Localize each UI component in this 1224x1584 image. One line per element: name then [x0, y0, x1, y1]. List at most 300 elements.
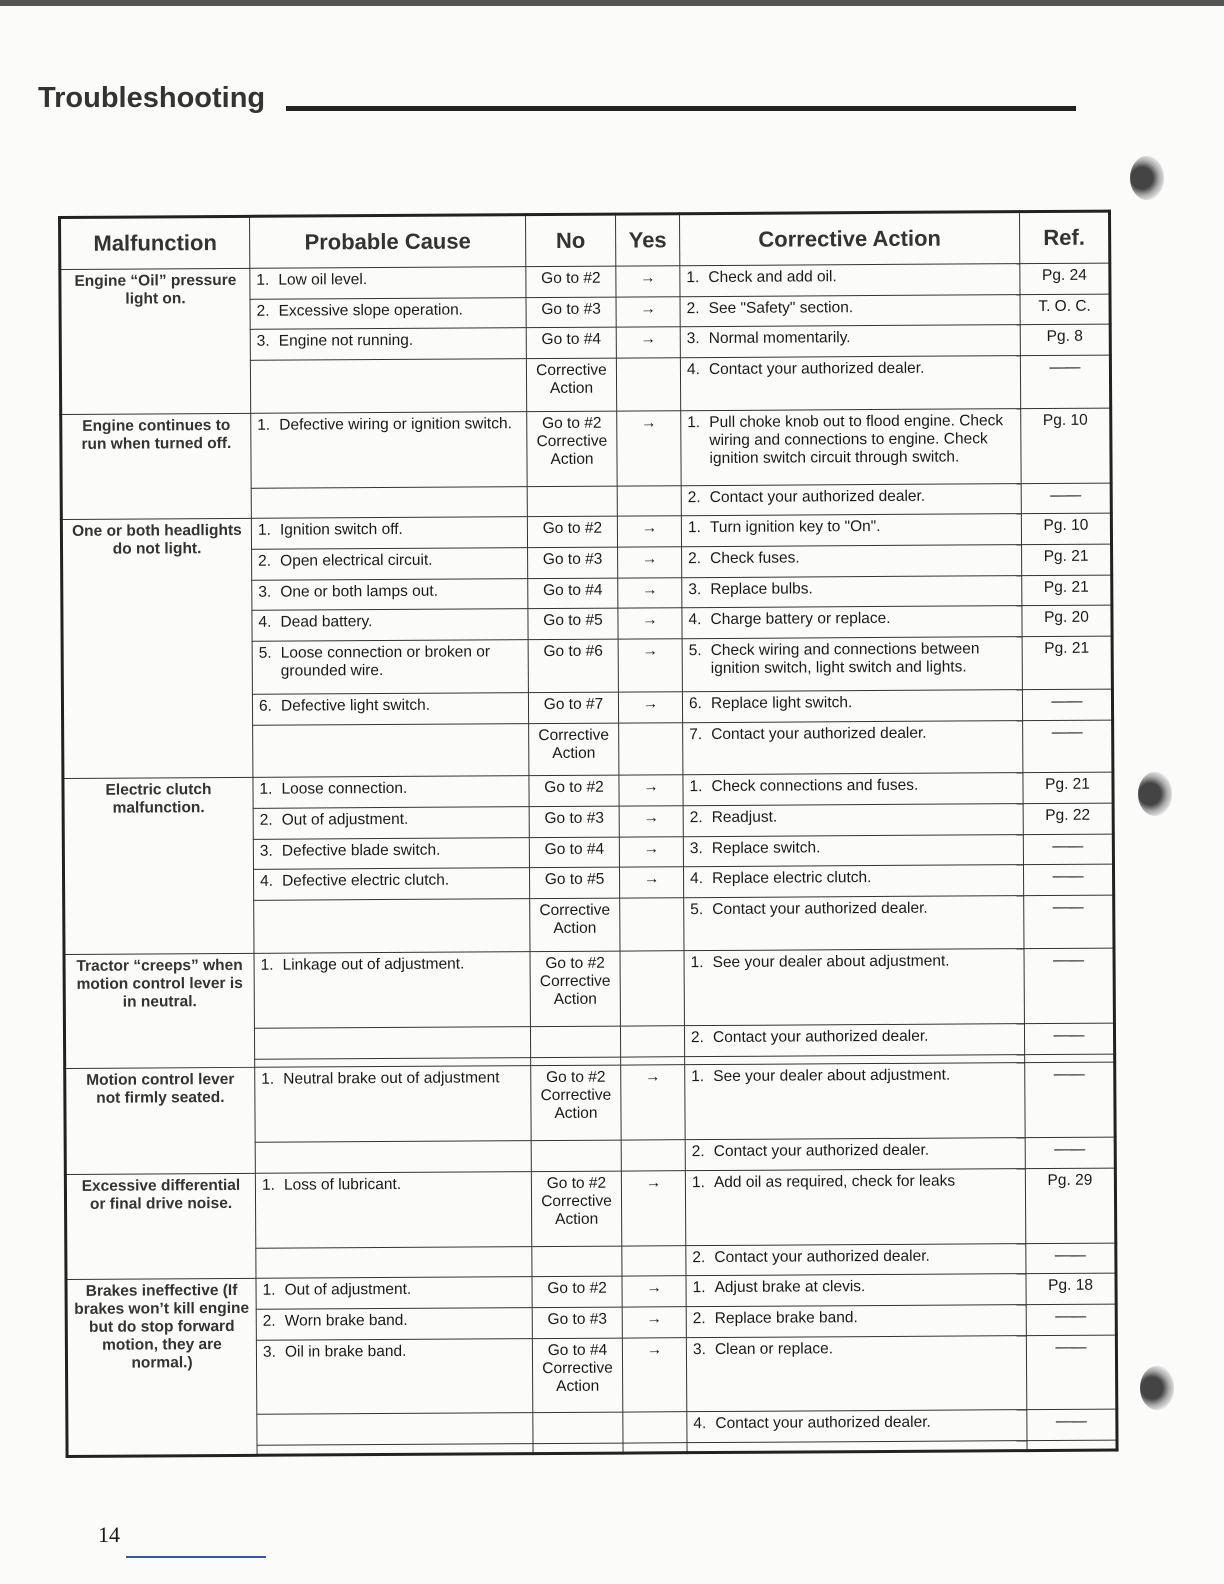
cause-text: Low oil level. — [278, 271, 368, 289]
reference-cell: Pg. 8 — [1020, 324, 1110, 355]
probable-cause — [257, 415, 520, 435]
no-branch-cell: Go to #5 — [529, 868, 619, 899]
action-text: Replace switch. — [711, 839, 821, 857]
binder-hole — [1138, 772, 1172, 816]
probable-cause-cell — [251, 517, 527, 549]
cause-number: 3. — [256, 333, 270, 351]
reference-cell: Pg. 10 — [1021, 513, 1111, 544]
corrective-action-cell — [681, 483, 1021, 516]
action-text: Contact your authorized dealer. — [711, 724, 927, 743]
corrective-action — [687, 329, 1014, 349]
action-number: 3. — [688, 580, 702, 598]
reference-cell: —— — [1026, 1304, 1116, 1335]
probable-cause — [260, 902, 523, 904]
action-text: Replace bulbs. — [710, 580, 813, 598]
no-branch-cell — [533, 1413, 623, 1444]
action-number: 2. — [691, 1143, 705, 1161]
probable-cause-cell — [252, 548, 528, 580]
action-number: 1. — [689, 778, 703, 796]
no-branch-cell: Corrective Action — [530, 898, 620, 951]
corrective-action-cell — [686, 1274, 1026, 1307]
probable-cause-cell — [254, 899, 530, 953]
cause-text: Worn brake band. — [284, 1311, 408, 1330]
cause-text: Linkage out of adjustment. — [282, 955, 465, 974]
corrective-action — [687, 412, 1014, 468]
cause-number: 6. — [258, 697, 272, 715]
corrective-action-cell — [683, 865, 1023, 898]
probable-cause — [262, 1144, 525, 1146]
corrective-action — [690, 838, 1017, 858]
cause-text: Defective wiring or ignition switch. — [279, 415, 512, 434]
yes-arrow-icon — [619, 722, 683, 775]
corrective-action — [689, 693, 1016, 713]
probable-cause — [261, 955, 524, 975]
cause-number: 1. — [259, 781, 273, 799]
cause-number: 1. — [261, 1070, 275, 1088]
action-text: Charge battery or replace. — [710, 610, 891, 629]
probable-cause — [256, 270, 519, 290]
action-text: Normal momentarily. — [708, 329, 851, 348]
header-no: No — [526, 214, 616, 267]
cause-number: 2. — [262, 1312, 276, 1330]
yes-arrow-icon — [616, 358, 680, 411]
corrective-action-cell — [684, 896, 1024, 951]
table-header-row — [60, 211, 1110, 269]
yes-arrow-icon: → — [619, 867, 683, 898]
cause-text: Defective electric clutch. — [282, 872, 450, 891]
corrective-action-cell — [682, 637, 1022, 692]
no-branch-cell: Go to #5 — [528, 609, 618, 640]
probable-cause — [261, 1069, 524, 1089]
malfunction-cell: Brakes ineffective (If brakes won’t kill engine but do stop forward motion, they are normal.) — [66, 1279, 257, 1457]
cause-number: 3. — [258, 583, 272, 601]
cause-number: 1. — [256, 271, 270, 289]
header-ref: Ref. — [1019, 211, 1109, 264]
cause-number: 1. — [261, 1176, 275, 1194]
reference-cell: —— — [1021, 483, 1111, 514]
no-branch-cell: Go to #2 Corrective Action — [531, 1065, 621, 1140]
cause-number: 3. — [262, 1343, 276, 1361]
probable-cause-cell — [256, 1246, 532, 1278]
no-branch-cell — [532, 1246, 622, 1277]
action-number: 2. — [689, 809, 703, 827]
no-branch-cell — [527, 486, 617, 517]
probable-cause — [259, 780, 522, 800]
no-branch-cell: Go to #4 — [528, 578, 618, 609]
probable-cause — [259, 727, 522, 729]
cause-text: Engine not running. — [278, 332, 414, 351]
no-branch-cell: Go to #2 — [526, 266, 616, 297]
reference-cell: Pg. 18 — [1026, 1273, 1116, 1304]
action-text: Check wiring and connections between ignition switch, light switch and lights. — [710, 640, 980, 678]
yes-arrow-icon: → — [617, 516, 681, 547]
page-title: Troubleshooting — [38, 82, 266, 114]
corrective-action — [686, 267, 1013, 287]
cause-number: 2. — [259, 811, 273, 829]
corrective-action — [691, 1066, 1018, 1086]
probable-cause-cell — [253, 776, 529, 808]
no-branch-cell: Go to #2 Corrective Action — [527, 411, 617, 486]
probable-cause-cell — [256, 1338, 532, 1415]
corrective-action — [692, 1247, 1019, 1267]
cause-number: 4. — [258, 614, 272, 632]
malfunction-cell: One or both headlights do not light. — [61, 519, 253, 779]
header-corrective-action: Corrective Action — [679, 212, 1019, 266]
action-number: 4. — [688, 611, 702, 629]
action-number: 7. — [689, 725, 703, 743]
probable-cause — [258, 613, 521, 633]
probable-cause-cell — [255, 1171, 531, 1248]
cause-number: 1. — [260, 956, 274, 974]
action-number: 4. — [690, 870, 704, 888]
probable-cause — [257, 301, 520, 321]
corrective-action — [691, 1058, 1018, 1060]
action-number: 1. — [691, 1068, 705, 1086]
action-number: 1. — [687, 413, 701, 432]
binder-hole — [1140, 1366, 1174, 1410]
yes-arrow-icon — [620, 1026, 684, 1057]
reference-cell: Pg. 29 — [1025, 1168, 1115, 1243]
action-text: Add oil as required, check for leaks — [713, 1172, 956, 1191]
cause-number: 2. — [256, 302, 270, 320]
corrective-action-cell — [682, 545, 1022, 578]
probable-cause — [263, 1342, 526, 1362]
reference-cell: Pg. 21 — [1022, 575, 1112, 606]
table-row — [65, 1062, 1115, 1143]
probable-cause — [258, 582, 521, 602]
no-branch-cell: Go to #7 — [528, 692, 618, 723]
action-number: 4. — [686, 361, 700, 379]
cause-text: Neutral brake out of adjustment — [283, 1069, 500, 1088]
cause-number: 4. — [260, 873, 274, 891]
action-number: 2. — [686, 299, 700, 317]
action-number: 1. — [690, 954, 704, 972]
corrective-action-cell — [682, 575, 1022, 608]
corrective-action — [694, 1444, 1021, 1446]
action-number: 4. — [693, 1415, 707, 1433]
action-number: 2. — [687, 488, 701, 506]
corrective-action — [693, 1339, 1020, 1359]
corrective-action-cell — [683, 834, 1023, 867]
probable-cause — [259, 643, 522, 681]
malfunction-cell: Tractor “creeps” when motion control lever is in neutral. — [64, 953, 255, 1068]
malfunction-cell: Engine “Oil” pressure light on. — [60, 268, 251, 414]
probable-cause-cell — [257, 1413, 533, 1445]
corrective-action-cell — [687, 1441, 1027, 1453]
yes-arrow-icon: → — [619, 775, 683, 806]
probable-cause — [257, 332, 520, 352]
corrective-action-cell — [682, 606, 1022, 639]
probable-cause-cell — [250, 267, 526, 299]
no-branch-cell: Go to #3 — [529, 806, 619, 837]
corrective-action — [691, 952, 1018, 972]
reference-cell: Pg. 21 — [1022, 636, 1112, 689]
probable-cause-cell — [251, 486, 527, 518]
malfunction-cell: Excessive differential or final drive noise. — [65, 1173, 256, 1280]
table-row — [61, 408, 1111, 489]
yes-arrow-icon: → — [616, 296, 680, 327]
corrective-action-cell — [685, 1168, 1025, 1245]
action-text: Contact your authorized dealer. — [712, 1027, 929, 1046]
malfunction-cell: Engine continues to run when turned off. — [61, 413, 252, 520]
reference-cell: —— — [1026, 1335, 1116, 1410]
reference-cell: —— — [1023, 720, 1113, 773]
corrective-action-cell — [683, 804, 1023, 837]
probable-cause — [258, 490, 521, 492]
reference-cell — [1027, 1440, 1117, 1450]
header-probable-cause: Probable Cause — [250, 215, 526, 269]
action-text: Turn ignition key to "On". — [709, 518, 881, 537]
table-row — [65, 1168, 1115, 1249]
action-number: 1. — [692, 1279, 706, 1297]
reference-cell: —— — [1020, 355, 1110, 408]
probable-cause-cell — [255, 1141, 531, 1173]
cause-text: Defective light switch. — [280, 696, 431, 715]
no-branch-cell: Go to #2 — [529, 775, 619, 806]
probable-cause — [260, 841, 523, 861]
reference-cell: T. O. C. — [1020, 294, 1110, 325]
table-body — [60, 263, 1117, 1456]
corrective-action-cell — [687, 1410, 1027, 1443]
action-number: 2. — [692, 1309, 706, 1328]
yes-arrow-icon: → — [619, 806, 683, 837]
corrective-action-cell — [684, 949, 1024, 1026]
action-number: 5. — [690, 901, 704, 919]
no-branch-cell: Go to #2 — [532, 1276, 622, 1307]
cause-text: Loose connection or broken or grounded wire. — [280, 643, 491, 680]
action-text: Contact your authorized dealer. — [714, 1247, 930, 1266]
action-number: 2. — [688, 550, 702, 568]
yes-arrow-icon: → — [621, 1170, 685, 1245]
malfunction-cell: Motion control lever not firmly seated. — [65, 1067, 256, 1174]
reference-cell: —— — [1024, 895, 1114, 948]
cause-number: 5. — [258, 644, 272, 662]
action-number: 1. — [686, 269, 700, 287]
action-text: Check connections and fuses. — [711, 777, 919, 796]
probable-cause-cell — [254, 1026, 530, 1058]
no-branch-cell — [533, 1443, 623, 1453]
corrective-action — [688, 518, 1015, 538]
header-malfunction: Malfunction — [60, 216, 250, 269]
cause-number: 2. — [258, 552, 272, 570]
action-text: Replace electric clutch. — [712, 869, 872, 888]
binder-hole — [1130, 156, 1164, 200]
probable-cause — [263, 1311, 526, 1331]
corrective-action-cell — [682, 690, 1022, 723]
yes-arrow-icon: → — [618, 639, 682, 692]
corrective-action — [693, 1414, 1020, 1434]
no-branch-cell: Go to #6 — [528, 639, 618, 692]
yes-arrow-icon: → — [618, 547, 682, 578]
malfunction-cell: Electric clutch malfunction. — [63, 778, 254, 955]
action-number: 1. — [691, 1173, 705, 1191]
reference-cell: Pg. 21 — [1023, 772, 1113, 803]
corrective-action — [688, 610, 1015, 630]
top-border — [0, 0, 1224, 6]
no-branch-cell: Go to #3 — [532, 1307, 622, 1338]
yes-arrow-icon: → — [622, 1276, 686, 1307]
footer-rule — [126, 1556, 266, 1558]
action-number: 6. — [688, 695, 702, 713]
cause-text: Excessive slope operation. — [278, 301, 464, 320]
corrective-action — [689, 640, 1016, 678]
probable-cause — [262, 1175, 525, 1195]
action-text: See your dealer about adjustment. — [712, 952, 950, 971]
reference-cell: Pg. 24 — [1020, 263, 1110, 294]
corrective-action-cell — [685, 1138, 1025, 1171]
corrective-action-cell — [686, 1243, 1026, 1276]
probable-cause-cell — [252, 578, 528, 610]
reference-cell: —— — [1022, 689, 1112, 720]
probable-cause-cell — [254, 952, 530, 1029]
reference-cell: —— — [1025, 1137, 1115, 1168]
probable-cause-cell — [255, 1066, 531, 1143]
action-number: 2. — [692, 1248, 706, 1266]
yes-arrow-icon — [623, 1412, 687, 1443]
cause-number: 1. — [262, 1281, 276, 1299]
action-text: Pull choke knob out to flood engine. Check wiring and connections to engine. Check ignition switch circuit through switch. — [709, 412, 1004, 467]
corrective-action-cell — [686, 1304, 1026, 1337]
action-number: 3. — [686, 330, 700, 348]
action-text: Adjust brake at clevis. — [714, 1278, 866, 1297]
yes-arrow-icon — [620, 898, 684, 951]
yes-arrow-icon — [623, 1443, 687, 1453]
yes-arrow-icon — [617, 485, 681, 516]
corrective-action-cell — [680, 294, 1020, 327]
no-branch-cell: Go to #2 Corrective Action — [531, 1171, 621, 1246]
cause-text: Ignition switch off. — [279, 521, 403, 540]
corrective-action-cell — [680, 264, 1020, 297]
probable-cause — [258, 521, 521, 541]
reference-cell: Pg. 10 — [1021, 408, 1111, 483]
probable-cause — [258, 551, 521, 571]
corrective-action-cell — [680, 325, 1020, 358]
cause-text: Oil in brake band. — [284, 1342, 407, 1361]
action-text: Replace brake band. — [714, 1309, 858, 1327]
action-number: 3. — [689, 839, 703, 857]
probable-cause — [260, 872, 523, 892]
yes-arrow-icon — [621, 1056, 685, 1065]
probable-cause-cell — [253, 837, 529, 869]
corrective-action-cell — [681, 408, 1021, 485]
probable-cause-cell — [252, 693, 528, 725]
probable-cause — [263, 1280, 526, 1300]
cause-text: Defective blade switch. — [281, 841, 441, 860]
yes-arrow-icon: → — [616, 327, 680, 358]
yes-arrow-icon: → — [622, 1307, 686, 1338]
cause-text: Loss of lubricant. — [283, 1175, 402, 1194]
no-branch-cell: Go to #3 — [528, 547, 618, 578]
corrective-action-cell — [683, 773, 1023, 806]
table-row — [64, 948, 1114, 1029]
cause-number: 1. — [257, 522, 271, 540]
probable-cause-cell — [256, 1277, 532, 1309]
action-text: Contact your authorized dealer. — [712, 899, 928, 919]
corrective-action — [692, 1172, 1019, 1192]
no-branch-cell: Go to #4 Corrective Action — [532, 1338, 622, 1413]
corrective-action — [687, 359, 1014, 379]
troubleshooting-table — [58, 210, 1119, 1458]
cause-text: Out of adjustment. — [284, 1281, 412, 1299]
corrective-action — [689, 777, 1016, 797]
yes-arrow-icon — [622, 1245, 686, 1276]
corrective-action-cell — [680, 356, 1020, 411]
cause-text: Loose connection. — [281, 780, 408, 799]
reference-cell: Pg. 22 — [1023, 803, 1113, 834]
corrective-action — [687, 298, 1014, 318]
corrective-action — [693, 1308, 1020, 1328]
corrective-action-cell — [685, 1063, 1025, 1140]
corrective-action-cell — [681, 514, 1021, 547]
corrective-action — [690, 869, 1017, 889]
action-text: Clean or replace. — [714, 1339, 834, 1358]
no-branch-cell: Corrective Action — [529, 723, 619, 776]
action-text: Contact your authorized dealer. — [709, 487, 926, 506]
probable-cause-cell — [250, 328, 526, 360]
cause-number: 1. — [257, 416, 271, 434]
probable-cause-cell — [257, 1444, 533, 1456]
probable-cause — [260, 810, 523, 830]
action-number: 5. — [688, 642, 702, 660]
action-number: 3. — [692, 1340, 706, 1358]
title-rule — [286, 106, 1076, 111]
yes-arrow-icon: → — [619, 836, 683, 867]
probable-cause-cell — [253, 723, 529, 777]
probable-cause-cell — [251, 411, 527, 488]
reference-cell: —— — [1023, 865, 1113, 896]
corrective-action — [693, 1277, 1020, 1297]
reference-cell: —— — [1026, 1243, 1116, 1274]
probable-cause — [257, 362, 520, 364]
corrective-action — [690, 899, 1017, 919]
action-text: Check fuses. — [710, 549, 800, 568]
probable-cause-cell — [256, 1308, 532, 1340]
corrective-action-cell — [683, 720, 1023, 775]
action-number: 2. — [690, 1028, 705, 1046]
no-branch-cell: Go to #4 — [529, 837, 619, 868]
action-text: Contact your authorized dealer. — [713, 1141, 930, 1160]
probable-cause — [261, 1061, 524, 1063]
probable-cause-cell — [253, 868, 529, 900]
reference-cell: —— — [1024, 1023, 1114, 1054]
yes-arrow-icon: → — [617, 411, 681, 486]
corrective-action-cell — [684, 1023, 1024, 1056]
no-branch-cell: Go to #3 — [526, 297, 616, 328]
cause-text: Open electrical circuit. — [280, 551, 433, 570]
corrective-action — [691, 1027, 1018, 1047]
corrective-action — [692, 1141, 1019, 1161]
yes-arrow-icon: → — [621, 1065, 685, 1140]
yes-arrow-icon — [620, 951, 684, 1026]
yes-arrow-icon: → — [622, 1337, 686, 1412]
cause-text: Out of adjustment. — [281, 810, 409, 829]
corrective-action — [688, 487, 1015, 507]
corrective-action-cell — [686, 1335, 1026, 1412]
yes-arrow-icon: → — [618, 608, 682, 639]
reference-cell: Pg. 20 — [1022, 606, 1112, 637]
action-text: See your dealer about adjustment. — [713, 1066, 951, 1086]
no-branch-cell — [531, 1140, 621, 1171]
page-header — [38, 82, 1078, 122]
reference-cell: —— — [1027, 1410, 1117, 1441]
corrective-action — [688, 579, 1015, 599]
corrective-action — [690, 807, 1017, 827]
probable-cause-cell — [250, 359, 526, 413]
probable-cause — [259, 696, 522, 716]
reference-cell: —— — [1025, 1062, 1115, 1137]
action-number: 1. — [687, 519, 701, 537]
no-branch-cell: Go to #4 — [526, 327, 616, 358]
